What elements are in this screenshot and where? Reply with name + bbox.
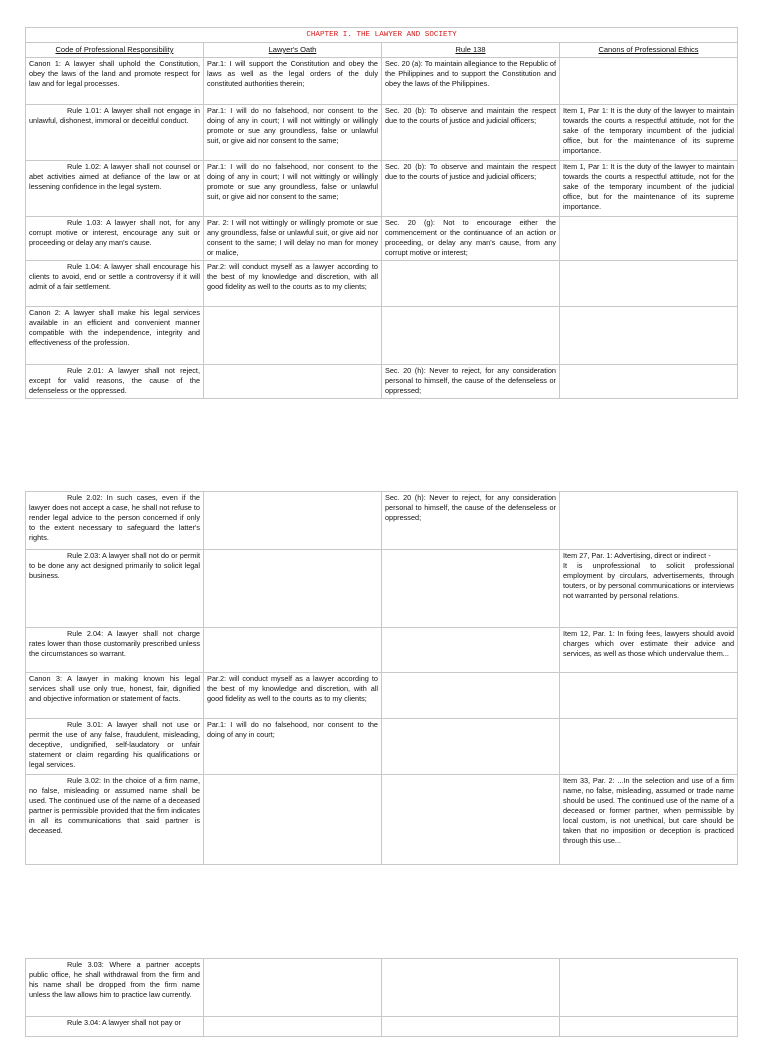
table-row [26,105,738,161]
oath-cell [204,492,382,550]
header-canons: Canons of Professional Ethics [560,43,738,58]
page-3-table [25,958,738,1037]
table-row [26,365,738,399]
oath-cell [204,628,382,673]
rule138-cell [382,307,560,365]
table-row [26,161,738,217]
rule138-cell: Sec. 20 (b): To observe and maintain the respect due to the courts of justice and judicial officers; [382,105,560,161]
table-row [26,58,738,105]
cpr-cell: Rule 1.02: A lawyer shall not counsel or abet activities aimed at defiance of the law or at lessening confidence in the legal system. [26,161,204,217]
canons-cell [560,217,738,261]
cpr-cell: Rule 2.03: A lawyer shall not do or permit to be done any act designed primarily to solicit legal business. [26,550,204,628]
rule138-cell: Sec. 20 (h): Never to reject, for any consideration personal to himself, the cause of the defenseless or oppressed; [382,492,560,550]
canons-cell [560,307,738,365]
cpr-cell: Rule 2.02: In such cases, even if the lawyer does not accept a case, he shall not refuse to render legal advice to the person concerned if only to the extent necessary to safeguard the latter's rights. [26,492,204,550]
table-row [26,719,738,775]
canons-cell: Item 27, Par. 1: Advertising, direct or indirect - It is unprofessional to solicit professional employment by circulars, advertisements, through touters, or by personal communications or interviews not warranted by personal relations. [560,550,738,628]
canons-cell: Item 1, Par 1: It is the duty of the lawyer to maintain towards the courts a respectful attitude, not for the sake of the temporary incumbent of the judicial office, but for the maintenance of its supreme importance. [560,161,738,217]
table-row [26,261,738,307]
rule138-cell [382,673,560,719]
oath-cell: Par.1: I will do no falsehood, nor consent to the doing of any in court; I will not wittingly or willingly promote or sue any groundless, false or unlawful suit, or give aid nor consent to the same; [204,161,382,217]
rule138-cell [382,1017,560,1037]
table-row [26,959,738,1017]
header-cpr: Code of Professional Responsibility [26,43,204,58]
canons-cell [560,959,738,1017]
canons-cell [560,365,738,399]
oath-cell: Par.2: will conduct myself as a lawyer according to the best of my knowledge and discretion, with all good fidelity as well to the courts as to my clients; [204,261,382,307]
cpr-cell: Rule 1.01: A lawyer shall not engage in unlawful, dishonest, immoral or deceitful conduct. [26,105,204,161]
table-row [26,307,738,365]
oath-cell [204,775,382,865]
canons-cell [560,58,738,105]
canons-cell: Item 12, Par. 1: In fixing fees, lawyers should avoid charges which over estimate their advice and services, as well as those which undervalue them... [560,628,738,673]
chapter-title: CHAPTER I. THE LAWYER AND SOCIETY [26,28,738,43]
oath-cell [204,365,382,399]
cpr-cell: Canon 1: A lawyer shall uphold the Constitution, obey the laws of the land and promote respect for law and for legal processes. [26,58,204,105]
oath-cell: Par.1: I will support the Constitution and obey the laws as well as the legal orders of the duly constituted authorities therein; [204,58,382,105]
cpr-cell: Rule 1.03: A lawyer shall not, for any corrupt motive or interest, encourage any suit or proceeding or delay any man's cause. [26,217,204,261]
cpr-cell: Rule 2.04: A lawyer shall not charge rates lower than those customarily prescribed unless the circumstances so warrant. [26,628,204,673]
rule138-cell [382,550,560,628]
table-row [26,550,738,628]
oath-cell [204,1017,382,1037]
rule138-cell: Sec. 20 (b): To observe and maintain the respect due to the courts of justice and judicial officers; [382,161,560,217]
table-row [26,217,738,261]
table-row [26,628,738,673]
cpr-cell: Canon 2: A lawyer shall make his legal services available in an efficient and convenient manner compatible with the independence, integrity and effectiveness of the profession. [26,307,204,365]
table-row [26,775,738,865]
canons-cell [560,261,738,307]
page-1-table [25,27,738,399]
chapter-row [26,28,738,43]
oath-cell: Par.1: I will do no falsehood, nor consent to the doing of any in court; I will not wittingly or willingly promote or sue any groundless, false or unlawful suit, or give aid nor consent to the same; [204,105,382,161]
oath-cell: Par.2: will conduct myself as a lawyer according to the best of my knowledge and discretion, with all good fidelity as well to the courts as to my clients; [204,673,382,719]
rule138-cell: Sec. 20 (g): Not to encourage either the commencement or the continuance of an action or proceeding, or delay any man's cause, from any corrupt motive or interest; [382,217,560,261]
table-row [26,673,738,719]
canons-cell [560,492,738,550]
oath-cell [204,550,382,628]
rule138-cell [382,261,560,307]
cpr-cell: Rule 3.01: A lawyer shall not use or permit the use of any false, fraudulent, misleading, deceptive, undignified, self-laudatory or unfair statement or claim regarding his qualifications or legal services. [26,719,204,775]
header-row [26,43,738,58]
oath-cell: Par.1: I will do no falsehood, nor consent to the doing of any in court; [204,719,382,775]
cpr-cell: Rule 2.01: A lawyer shall not reject, except for valid reasons, the cause of the defenseless or the oppressed. [26,365,204,399]
rule138-cell: Sec. 20 (h): Never to reject, for any consideration personal to himself, the cause of the defenseless or oppressed; [382,365,560,399]
rule138-cell [382,719,560,775]
table-row [26,1017,738,1037]
cpr-cell: Rule 3.03: Where a partner accepts public office, he shall withdrawal from the firm and his name shall be dropped from the firm name unless the law allows him to practice law currently. [26,959,204,1017]
header-rule138: Rule 138 [382,43,560,58]
rule138-cell [382,628,560,673]
canons-cell: Item 33, Par. 2: ...In the selection and use of a firm name, no false, misleading, assumed or trade name should be used. The continued use of the name of a deceased or former partner, when permissible by local custom, is not unethical, but care should be taken that no imposition or deception is practiced through this use... [560,775,738,865]
canons-cell [560,673,738,719]
oath-cell: Par. 2: I will not wittingly or willingly promote or sue any groundless, false or unlawful suit, or give aid nor consent to the same; I will delay no man for money or malice, [204,217,382,261]
rule138-cell [382,959,560,1017]
cpr-cell: Rule 1.04: A lawyer shall encourage his clients to avoid, end or settle a controversy if it will admit of a fair settlement. [26,261,204,307]
page-2-table [25,491,738,865]
header-oath: Lawyer's Oath [204,43,382,58]
oath-cell [204,959,382,1017]
rule138-cell [382,775,560,865]
canons-cell [560,1017,738,1037]
cpr-cell: Rule 3.04: A lawyer shall not pay or [26,1017,204,1037]
canons-cell: Item 1, Par 1: It is the duty of the lawyer to maintain towards the courts a respectful attitude, not for the sake of the temporary incumbent of the judicial office, but for the maintenance of its supreme importance. [560,105,738,161]
table-row [26,492,738,550]
oath-cell [204,307,382,365]
cpr-cell: Rule 3.02: In the choice of a firm name, no false, misleading or assumed name shall be used. The continued use of the name of a deceased partner is permissible provided that the firm indicates in all its communications that said partner is deceased. [26,775,204,865]
cpr-cell: Canon 3: A lawyer in making known his legal services shall use only true, honest, fair, dignified and objective information or statement of facts. [26,673,204,719]
canons-cell [560,719,738,775]
rule138-cell: Sec. 20 (a): To maintain allegiance to the Republic of the Philippines and to support the Constitution and obey the laws of the Philippines. [382,58,560,105]
